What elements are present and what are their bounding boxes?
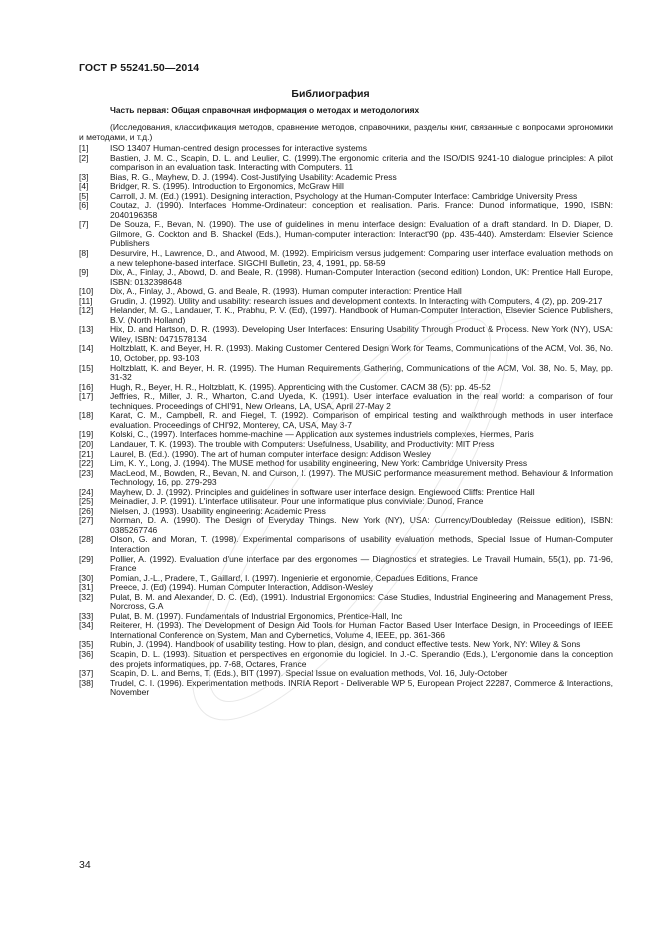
reference-text: ISO 13407 Human-centred design processes for interactive systems — [110, 143, 368, 153]
reference-number: [4] — [79, 181, 89, 192]
reference-number: [17] — [79, 391, 94, 402]
reference-text: Grudin, J. (1992). Utility and usability: research issues and development contexts. In Interacting with Computers, 4 (2), pp. 209-217 — [110, 295, 603, 306]
reference-text: Reiterer, H. (1993). The Development of Design Aid Tools for Human Factor Based User Interface Design, in Proceedings of IEEE International Conference on System, Man and Cybernetics, Volume 4, IEEE, pp. 361-366 — [110, 620, 613, 640]
intro-paragraph: (Исследования, классификация методов, сравнение методов, справочники, разделы книг, связанные с вопросами эргономики и методами, и т.д.) — [79, 122, 613, 142]
reference-item — [79, 306, 613, 325]
reference-number: [11] — [79, 295, 93, 306]
document-code: ГОСТ Р 55241.50—2014 — [79, 62, 200, 74]
reference-item — [79, 154, 613, 173]
reference-number: [10] — [79, 286, 94, 297]
reference-item — [79, 392, 613, 411]
reference-number: [33] — [79, 610, 94, 621]
reference-number: [5] — [79, 190, 89, 201]
reference-number: [13] — [79, 324, 94, 335]
reference-number: [32] — [79, 591, 94, 602]
reference-text: Trudel, C. I. (1996). Experimentation methods. INRIA Report - Deliverable WP 5, European Project 22287, Commerce & Interactions, November — [110, 677, 613, 698]
page-title: Библиография — [291, 88, 370, 100]
reference-number: [12] — [79, 305, 94, 316]
reference-text: Norman, D. A. (1990). The Design of Everyday Things. New York (NY), USA: Currency/Doubleday (Reissue edition), ISBN: 0385267746 — [110, 515, 613, 535]
reference-number: [3] — [79, 171, 89, 182]
reference-item — [79, 220, 613, 249]
reference-number: [9] — [79, 267, 89, 278]
reference-text: Helander, M. G., Landauer, T. K., Prabhu, P. V. (Ed), (1997). Handbook of Human-Computer Interaction, Elsevier Science Publishers, B.V. (North Holland) — [110, 305, 613, 325]
reference-item — [79, 411, 613, 430]
reference-number: [34] — [79, 620, 94, 631]
reference-number: [38] — [79, 677, 94, 688]
reference-number: [37] — [79, 668, 94, 679]
reference-text: Holtzblatt, K. and Beyer, H. R. (1993). Making Customer Centered Design Work for Teams, Communications of the ACM, Vol. 36, No. 10, October, pp. 93-103 — [110, 343, 613, 364]
reference-text: Desurvire, H., Lawrence, D., and Atwood, M. (1992). Empiricism versus judgement: Comparing user interface evaluation methods on a new telephone-based interface. SIGCHI Bulletin, 23, 4, 1991, pp. 58-59 — [110, 248, 613, 268]
reference-text: Coutaz, J. (1990). Interfaces Homme-Ordinateur: conception et realisation. Paris. France: Dunod informatique, 1990, ISBN: 2040196358 — [110, 200, 613, 220]
reference-text: Pulat, B. M. and Alexander, D. C. (Ed), (1991). Industrial Ergonomics: Case Studies, Industrial Engineering and Management Press, Norcross, G.A — [110, 591, 613, 612]
reference-number: [26] — [79, 505, 94, 516]
reference-item — [79, 535, 613, 554]
reference-text: Nielsen, J. (1993). Usability engineering: Academic Press — [110, 505, 326, 516]
reference-number: [22] — [79, 458, 94, 469]
reference-text: Karat, C. M., Campbell, R. and Fiegel, T. (1992). Comparison of empirical testing and walkthrough methods in user interface evaluation. Proceedings of CHI'92, Monterey, CA, USA, May 3-7 — [110, 410, 613, 430]
reference-number: [19] — [79, 429, 94, 440]
reference-text: Rubin, J. (1994). Handbook of usability testing. How to plan, design, and conduct effective tests. New York, NY: Wiley & Sons — [110, 639, 581, 650]
reference-text: Bias, R. G., Mayhew, D. J. (1994). Cost-Justifying Usability: Academic Press — [110, 171, 397, 182]
reference-item — [79, 325, 613, 344]
reference-text: Holtzblatt, K. and Beyer, H. R. (1995). The Human Requirements Gathering, Communications of the ACM, Vol. 38, No. 5, May, pp. 31-32 — [110, 362, 613, 383]
reference-item — [79, 268, 613, 287]
reference-item — [79, 621, 613, 640]
reference-item — [79, 249, 613, 268]
reference-text: Pollier, A. (1992). Evaluation d'une interface par des ergonomes — Diagnostics et strategies. Le Travail Humain, 55(1), pp. 71-96, France — [110, 553, 613, 574]
section-subtitle: Часть первая: Общая справочная информация о методах и методологиях — [110, 105, 420, 115]
reference-number: [25] — [79, 496, 94, 507]
reference-text: Lim, K. Y., Long, J. (1994). The MUSE method for usability engineering, New York: Cambridge University Press — [110, 458, 528, 469]
reference-text: Pomian, J.-L., Pradere, T., Gaillard, I. (1997). Ingenierie et ergonomie, Cepadues Editions, France — [110, 572, 478, 583]
reference-number: [28] — [79, 534, 94, 545]
reference-text: Dix, A., Finlay, J., Abowd, G. and Beale, R. (1993). Human computer interaction: Prentice Hall — [110, 286, 462, 297]
reference-text: Laurel, B. (Ed.). (1990). The art of human computer interface design: Addison Wesley — [110, 448, 431, 459]
reference-text: Scapin, D. L. (1993). Situation et perspectives en ergonomie du logiciel. In J.-C. Sperandio (Eds.), L'ergonomie dans la conception des projets informatiques, pp. 7-68, Octares, France — [110, 648, 613, 669]
reference-number: [31] — [79, 582, 94, 593]
reference-item — [79, 364, 613, 383]
reference-number: [7] — [79, 219, 89, 230]
reference-number: [6] — [79, 200, 89, 211]
reference-number: [36] — [79, 648, 94, 659]
reference-text: Scapin, D. L. and Berns, T. (Eds.), BIT (1997). Special Issue on evaluation methods, Vol. 16, July-October — [110, 668, 508, 679]
reference-text: Jeffries, R., Miller, J. R., Wharton, C.and Uyeda, K. (1991). User interface evaluation in the real world: a comparison of four techniques. Proceedings of CHI'91, New Orleans, LA, USA, April 27-May 2 — [110, 391, 613, 411]
reference-text: Hugh, R., Beyer, H. R., Holtzblatt, K. (1995). Apprenticing with the Customer. CACM 38 (5): pp. 45-52 — [110, 381, 491, 392]
reference-number: [14] — [79, 343, 94, 354]
reference-text: Pulat, B. M. (1997). Fundamentals of Industrial Ergonomics, Prentice-Hall, Inc — [110, 610, 403, 621]
reference-text: Mayhew, D. J. (1992). Principles and guidelines in software user interface design. Englewood Cliffs: Prentice Hall — [110, 486, 535, 497]
reference-number: [23] — [79, 467, 94, 478]
reference-number: [18] — [79, 410, 94, 421]
reference-text: Kolski, C., (1997). Interfaces homme-machine — Application aux systemes industriels complexes, Hermes, Paris — [110, 429, 534, 440]
reference-number: [24] — [79, 486, 94, 497]
reference-number: [2] — [79, 152, 89, 163]
reference-item — [79, 593, 613, 612]
reference-text: Bridger, R. S. (1995). Introduction to Ergonomics, McGraw Hill — [110, 181, 344, 192]
reference-number: [35] — [79, 639, 94, 650]
reference-text: Preece, J. (Ed) (1994). Human Computer Interaction, Addison-Wesley — [110, 582, 373, 593]
reference-text: Bastien, J. M. C., Scapin, D. L. and Leulier, C. (1999).The ergonomic criteria and the ISO/DIS 9241-10 dialogue principles: A pilot comparison in an evaluation task. Interacting with Computers. 11 — [110, 152, 613, 173]
reference-item — [79, 555, 613, 574]
reference-item — [79, 679, 613, 698]
reference-text: Olson, G. and Moran, T. (1998). Experimental comparisons of usability evaluation methods, Special Issue of Human-Computer Interaction — [110, 534, 613, 554]
reference-number: [20] — [79, 438, 94, 449]
page-number: 34 — [79, 859, 91, 871]
reference-number: [21] — [79, 448, 94, 459]
reference-text: De Souza, F., Bevan, N. (1990). The use of guidelines in menu interface design: Evaluation of a draft standard. In D. Diaper, D. Gilmore, G. Cockton and B. Shackel (Eds.), Human-computer interaction: Interact'90 (pp. 435-440). Amsterdam: Elsevier Science Publishers — [110, 219, 613, 249]
reference-number: [15] — [79, 362, 94, 373]
reference-text: Meinadier, J. P. (1991). L'interface utilisateur. Pour une informatique plus conviviale: Dunod, France — [110, 496, 484, 507]
reference-text: MacLeod, M., Bowden, R., Bevan, N. and Curson, I. (1997). The MUSiC performance measurement method. Behaviour & Information Technology, 16, pp. 279-293 — [110, 467, 613, 488]
reference-number: [29] — [79, 553, 94, 564]
reference-text: Carroll, J. M. (Ed.) (1991). Designing interaction, Psychology at the Human-Computer Interface: Cambridge University Press — [110, 190, 578, 201]
reference-number: [27] — [79, 515, 94, 526]
reference-number: [30] — [79, 572, 94, 583]
reference-text: Landauer, T. K. (1993). The trouble with Computers: Usefulness, Usability, and Productivity: MIT Press — [110, 438, 495, 449]
reference-number: [16] — [79, 381, 94, 392]
bibliography-list — [79, 144, 613, 698]
reference-text: Hix, D. and Hartson, D. R. (1993). Developing User Interfaces: Ensuring Usability Through Product & Process. New York (NY), USA: Wiley, ISBN: 0471578134 — [110, 324, 613, 344]
reference-number: [8] — [79, 248, 89, 259]
reference-text: Dix, A., Finlay, J., Abowd, D. and Beale, R. (1998). Human-Computer Interaction (second edition) London, UK: Prentice Hall Europe, ISBN: 0132398648 — [110, 267, 613, 287]
reference-item — [79, 344, 613, 363]
reference-item — [79, 469, 613, 488]
reference-item — [79, 650, 613, 669]
reference-number: [1] — [79, 143, 89, 153]
reference-item — [79, 516, 613, 535]
reference-item — [79, 201, 613, 220]
